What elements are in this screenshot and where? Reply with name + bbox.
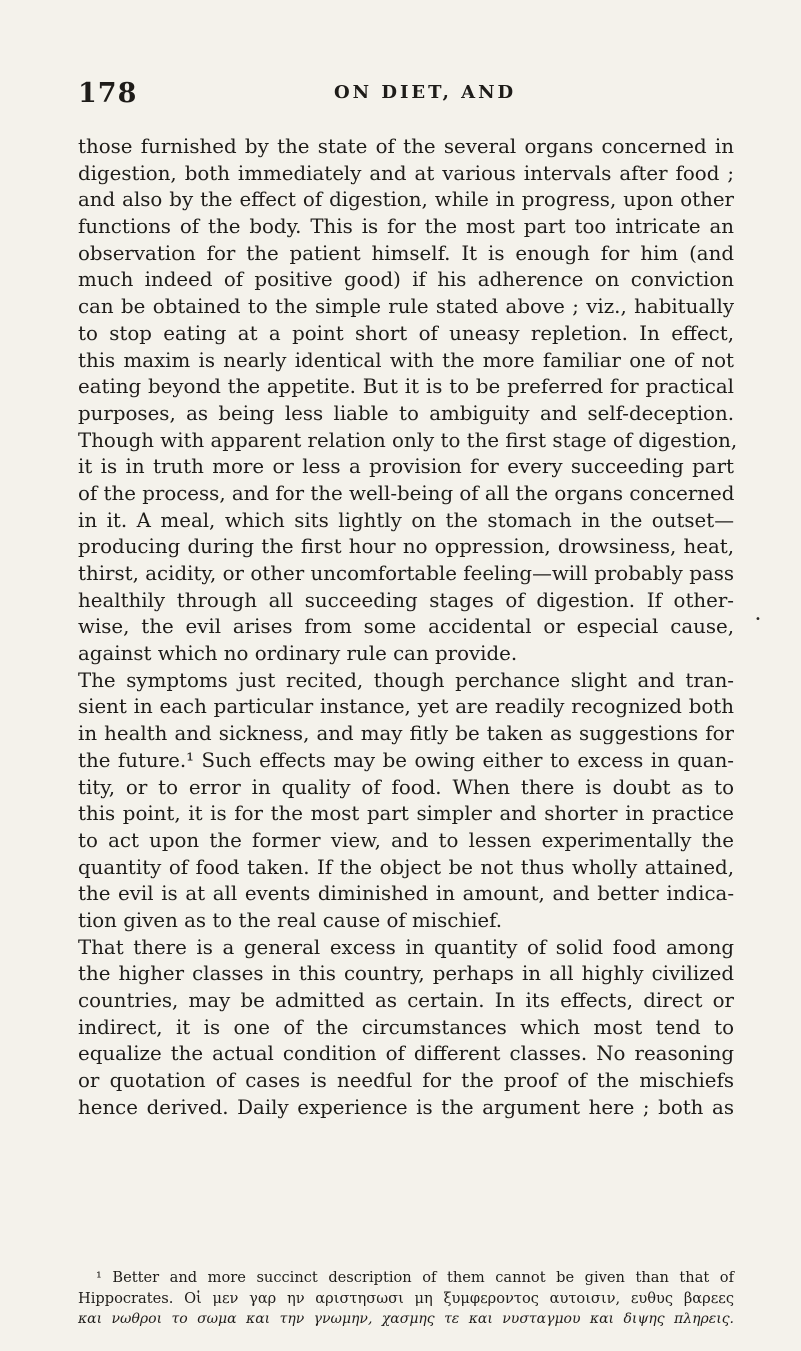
text-line: digestion, both immediately and at various intervals after food ; — [78, 161, 734, 185]
text-line: this point, it is for the most part simpler and shorter in practice — [78, 802, 734, 826]
text-line: much indeed of positive good) if his adherence on conviction — [78, 268, 734, 292]
text-line: the higher classes in this country, perhaps in all highly civilized — [78, 962, 734, 986]
text-line: observation for the patient himself. It is enough for him (and — [78, 241, 734, 265]
text-line: purposes, as being less liable to ambiguity and self-deception. — [78, 401, 734, 425]
text-line: healthily through all succeeding stages of digestion. If other- — [78, 588, 734, 612]
footnote-line: και νωθροι το σωμα και την γνωμην, χασμης τε και νυσταγμου και διψης πληρεις. — [78, 1311, 734, 1327]
text-line: sient in each particular instance, yet are readily recognized both — [78, 695, 734, 719]
body-text — [78, 134, 738, 1121]
text-line: countries, may be admitted as certain. In its effects, direct or — [78, 989, 734, 1012]
text-line: to stop eating at a point short of uneasy repletion. In effect, — [78, 321, 734, 345]
text-line: tion given as to the real cause of mischief. — [78, 908, 503, 932]
text-line: functions of the body. This is for the most part too intricate an — [78, 215, 734, 239]
page-number: 178 — [78, 78, 138, 109]
text-line: wise, the evil arises from some accidental or especial cause, — [78, 615, 734, 639]
text-line: thirst, acidity, or other uncomfortable feeling—will probably pass — [78, 562, 734, 585]
text-line: it is in truth more or less a provision for every succeeding part — [78, 455, 734, 479]
text-line: the evil is at all events diminished in amount, and better indica- — [78, 882, 734, 906]
text-line: against which no ordinary rule can provide. — [78, 642, 518, 666]
text-line: and also by the effect of digestion, while in progress, upon other — [78, 188, 734, 212]
text-line: or quotation of cases is needful for the proof of the mischiefs — [78, 1069, 734, 1093]
running-head: ON DIET, AND — [334, 82, 517, 103]
text-line: can be obtained to the simple rule stated above ; viz., habitually — [78, 295, 734, 319]
page-header — [72, 78, 732, 108]
text-line: quantity of food taken. If the object be not thus wholly attained, — [78, 855, 734, 879]
text-line: to act upon the former view, and to lessen experimentally the — [78, 828, 734, 852]
text-line: That there is a general excess in quantity of solid food among — [78, 935, 734, 959]
text-line: the future.¹ Such effects may be owing either to excess in quan- — [78, 748, 734, 772]
text-line: this maxim is nearly identical with the more familiar one of not — [78, 348, 734, 372]
margin-mark: • — [755, 614, 761, 625]
text-line: tity, or to error in quality of food. When there is doubt as to — [78, 775, 734, 799]
text-line: hence derived. Daily experience is the argument here ; both as — [78, 1095, 734, 1119]
text-line: in health and sickness, and may fitly be taken as suggestions for — [78, 722, 734, 746]
text-line: of the process, and for the well-being of all the organs concerned — [78, 481, 735, 505]
text-line: equalize the actual condition of different classes. No reasoning — [78, 1042, 734, 1066]
text-line: those furnished by the state of the several organs concerned in — [78, 135, 734, 158]
text-line: Though with apparent relation only to the first stage of digestion, — [78, 428, 738, 452]
footnotes — [78, 1267, 734, 1330]
text-line: producing during the first hour no oppression, drowsiness, heat, — [78, 535, 734, 559]
text-line: indirect, it is one of the circumstances which most tend to — [78, 1015, 734, 1039]
text-line: in it. A meal, which sits lightly on the stomach in the outset— — [78, 508, 734, 532]
text-line: The symptoms just recited, though perchance slight and tran- — [78, 668, 734, 692]
footnote-line: ¹ Better and more succinct description of them cannot be given than that of — [96, 1269, 734, 1286]
text-line: eating beyond the appetite. But it is to be preferred for practical — [78, 375, 734, 399]
footnote-line: Hippocrates. Οἱ μεν γαρ ην αριστησωσι μη ξυμφεροντος αυτοισιν, ευθυς βαρεες — [78, 1290, 734, 1307]
